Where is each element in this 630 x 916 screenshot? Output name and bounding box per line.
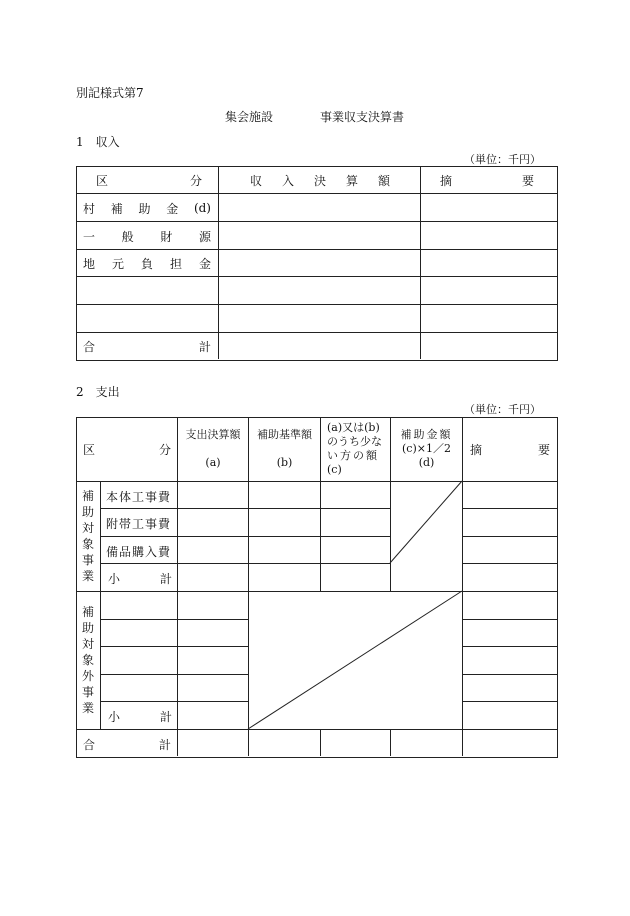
income-unit: （単位：千円） — [464, 153, 541, 166]
doc-title-name: 事業収支決算書 — [320, 110, 405, 124]
expense-header-col-c: (a)又は(b) のうち少な い方の額 (c) — [327, 421, 382, 476]
income-row-subsidy: 村 補 助 金 (d) — [83, 201, 211, 216]
expense-header-col-d: 補助金額 (c)×1／2 (d) — [400, 428, 453, 469]
expense-subtotal-2: 小 計 — [108, 709, 172, 724]
expense-item-equipment: 備品購入費 — [106, 545, 172, 559]
expense-header-col-b: 補助基準額 (b) — [257, 428, 312, 469]
expense-item-ancillary-construction: 附帯工事費 — [106, 517, 172, 531]
expense-subtotal-1: 小 計 — [108, 571, 172, 586]
income-header-remarks: 摘 要 — [440, 173, 534, 188]
expense-header-remarks: 摘 要 — [470, 442, 550, 457]
income-row-local-share: 地 元 負 担 金 — [83, 256, 211, 271]
expense-item-main-construction: 本体工事費 — [106, 490, 172, 504]
income-header-amount: 収 入 決 算 額 — [250, 173, 390, 188]
expense-unit: （単位：千円） — [464, 403, 541, 416]
income-row-total: 合 計 — [83, 339, 211, 354]
expense-header-col-a: 支出決算額 (a) — [185, 428, 241, 469]
group-label-non-subsidized: 補 助 対 象 外 事 業 — [81, 605, 94, 715]
group-label-subsidized: 補 助 対 象 事 業 — [81, 489, 94, 583]
doc-title-facility: 集会施設 — [225, 110, 274, 124]
expense-header-kubun: 区 分 — [83, 442, 171, 457]
expense-heading: 2 支出 — [76, 385, 120, 399]
income-heading: 1 収入 — [76, 135, 120, 149]
income-row-general-fund: 一 般 財 源 — [83, 229, 211, 244]
income-header-kubun: 区 分 — [96, 173, 202, 188]
form-id: 別記様式第7 — [76, 86, 144, 100]
expense-total: 合 計 — [83, 737, 171, 752]
